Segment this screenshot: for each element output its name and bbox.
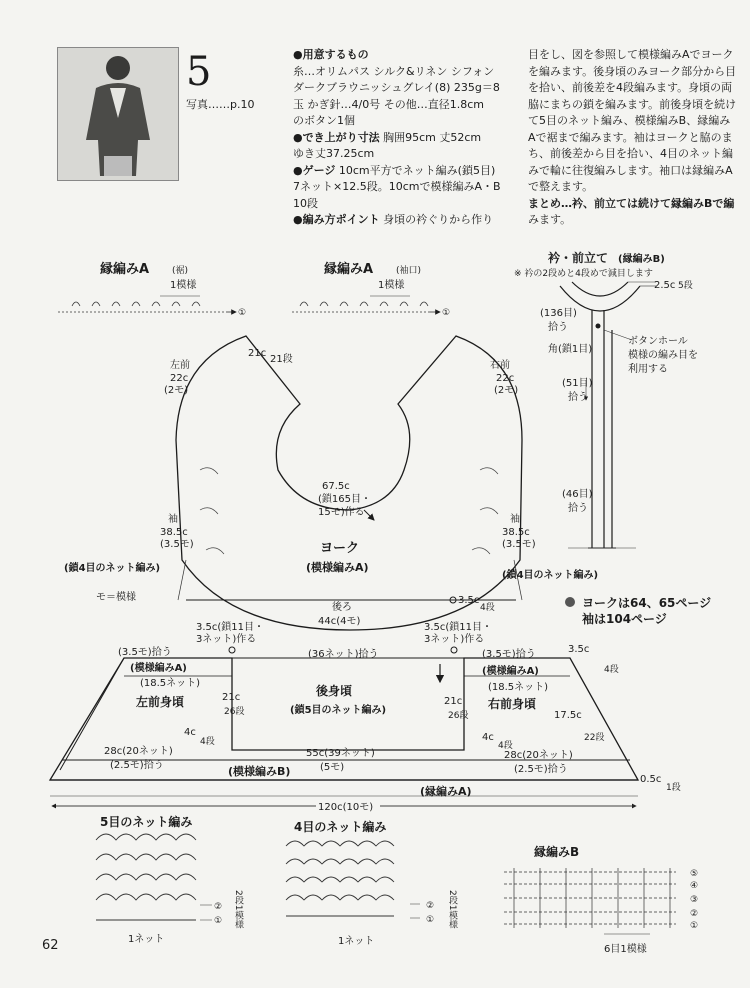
yoke-left-front: (2モ) xyxy=(164,385,189,396)
instruction-line: を編みます。後身頃のみヨーク部分から目 xyxy=(528,64,737,78)
svg-text:①: ① xyxy=(214,916,223,926)
edging-a-hem-diagram xyxy=(58,261,246,318)
svg-text:②: ② xyxy=(214,902,223,912)
yoke-neck: 15モ)作る xyxy=(318,507,365,518)
collar-title: 衿・前立て xyxy=(548,251,609,265)
buttonhole-note: ボタンホール xyxy=(628,336,688,347)
left-front-label: 左前身頃 xyxy=(136,695,185,709)
edging-b-title: 縁編みB xyxy=(534,845,580,859)
points-heading: ●編み方ポイント xyxy=(293,213,380,226)
instruction-line: まとめ…衿、前立ては続けて縁編みBで編 xyxy=(528,196,735,210)
body-gusset-left: 4c xyxy=(184,727,196,738)
body-height-right: 21c xyxy=(444,696,463,707)
body-pick-bottom-center: (5モ) xyxy=(320,762,345,773)
size-heading: ●でき上がり寸法 xyxy=(293,130,380,144)
body-rows-right: 26段 xyxy=(448,711,469,721)
materials-heading: ●用意するもの xyxy=(293,48,369,61)
net4-diagram xyxy=(286,819,458,947)
gauge-line: 10cm平方でネット編み(鎖5目) xyxy=(338,163,496,177)
yoke-sleeve-right: 38.5c xyxy=(502,527,530,538)
yoke-back: 44c(4モ) xyxy=(318,616,361,627)
collar-pick-51: (51目) xyxy=(562,378,593,389)
body-right-rows: 22段 xyxy=(584,733,605,743)
body-pattern-b: (模様編みB) xyxy=(228,765,291,778)
yoke-back-ext-rows: 4段 xyxy=(480,603,495,613)
points-text: 身頃の衿ぐりから作り xyxy=(383,213,494,226)
yoke-top-left: 21c xyxy=(248,348,267,359)
body-width-center: 55c(39ネット) xyxy=(306,748,375,759)
buttonhole-note: 模様の編み目を xyxy=(628,350,698,361)
body-edging-a: (縁編みA) xyxy=(420,785,472,798)
yoke-right-front: (2モ) xyxy=(494,385,519,396)
instruction-line: みます。 xyxy=(528,213,572,226)
collar-pick-136: (136目) xyxy=(540,308,577,319)
size-text: 胸囲95cm 丈52cm xyxy=(383,130,482,144)
gauge-line: 10段 xyxy=(293,196,318,210)
net4-title: 4目のネット編み xyxy=(294,820,387,834)
net5-title: 5目のネット編み xyxy=(100,815,193,829)
collar-rows: 5段 xyxy=(678,281,693,291)
yoke-sleeve-left: 38.5c xyxy=(160,527,188,538)
body-total-width: 120c(10モ) xyxy=(318,802,374,813)
instruction-line: で整えます。 xyxy=(528,180,594,193)
collar-width: 2.5c xyxy=(654,280,676,291)
size-line: ゆき丈37.25cm xyxy=(293,147,375,160)
gauge-line: 7ネット×12.5段。10cmで模様編みA・B xyxy=(293,180,501,193)
body-right-height: 17.5c xyxy=(554,710,582,721)
body-diagram xyxy=(50,620,681,813)
collar-note: ※ 衿の2段めと4段めで減目します xyxy=(514,269,653,279)
svg-text:⑤: ⑤ xyxy=(690,869,699,879)
svg-text:②: ② xyxy=(690,909,699,919)
yoke-left-front: 22c xyxy=(170,373,189,384)
buttonhole-note: 利用する xyxy=(628,364,668,375)
instruction-line: 脇にまちの鎖を編みます。前後身頃を続け xyxy=(528,97,737,111)
instruction-line: て5目のネット編み、模様編みB、縁編み xyxy=(528,114,731,127)
instruction-line: を拾い、前後差を4段編みます。身頃の両 xyxy=(528,81,733,94)
page-references xyxy=(565,596,711,626)
yoke-sub: (模様編みA) xyxy=(306,561,369,574)
materials-line: のボタン1個 xyxy=(293,114,355,127)
svg-text:③: ③ xyxy=(690,895,699,905)
body-pick-center: (36ネット)拾う xyxy=(308,649,379,660)
body-rows-left: 26段 xyxy=(224,707,245,717)
yoke-net-right: (鎖4目のネット編み) xyxy=(502,570,599,581)
body-pick-right: (3.5モ)拾う xyxy=(482,649,536,660)
edging-a-hem-sub: (裾) xyxy=(172,266,189,276)
edging-a-hem-title: 縁編みA xyxy=(100,262,150,277)
collar-pick-46: (46目) xyxy=(562,489,593,500)
svg-text:①: ① xyxy=(426,915,435,925)
net5-diagram xyxy=(96,814,244,945)
collar-diagram xyxy=(514,250,698,548)
body-width-right: 28c(20ネット) xyxy=(504,750,573,761)
body-make-left: 3.5c(鎖11目・ xyxy=(196,622,265,633)
yoke-left-front: 左前 xyxy=(170,360,190,371)
materials-line: 玉 かぎ針…4/0号 その他…直径1.8cm xyxy=(293,97,484,111)
yoke-diagram xyxy=(64,336,598,630)
body-hem-rows: 1段 xyxy=(666,783,681,793)
body-pattern-a-left: (模様編みA) xyxy=(130,663,187,674)
collar-pick-label: 拾う xyxy=(548,322,568,333)
body-gusset-left-rows: 4段 xyxy=(200,737,215,747)
edging-a-cuff-row: ① xyxy=(442,308,451,318)
yoke-back-ext: 3.5c xyxy=(458,595,480,606)
gauge-heading: ●ゲージ xyxy=(293,163,336,177)
right-front-label: 右前身頃 xyxy=(488,697,537,711)
materials-line: ダークブラウニッシュグレイ(8) 235g＝8 xyxy=(293,81,500,94)
instruction-line: Aで裾まで編みます。袖はヨークと脇のま xyxy=(528,130,733,144)
instruction-line: 目をし、図を参照して模様編みAでヨーク xyxy=(528,48,734,61)
edging-b-diagram xyxy=(504,844,698,955)
body-make-left: 3ネット)作る xyxy=(196,634,257,645)
yoke-net-left: (鎖4目のネット編み) xyxy=(64,563,161,574)
instruction-line: ち、前後差から目を拾い、4目のネット編 xyxy=(528,147,733,160)
yoke-back: 後ろ xyxy=(332,602,352,613)
yoke-right-front: 22c xyxy=(496,373,515,384)
yoke-top-rows: 21段 xyxy=(270,354,293,365)
body-pattern-a-right: (模様編みA) xyxy=(482,666,539,677)
instruction-line: みで輪に往復編みします。袖口は縁編みA xyxy=(528,163,733,177)
pattern-number: 5 xyxy=(186,49,212,95)
back-label: 後身頃 xyxy=(316,684,353,698)
edging-a-cuff-title: 縁編みA xyxy=(324,262,374,277)
body-side-rows: 4段 xyxy=(604,665,619,675)
svg-text:④: ④ xyxy=(690,881,699,891)
sleeve-page-ref: 袖は104ページ xyxy=(582,612,667,626)
body-width-left: 28c(20ネット) xyxy=(104,746,173,757)
materials-line: 糸…オリムパス シルク&リネン シフォン xyxy=(293,64,495,78)
yoke-page-ref: ヨークは64、65ページ xyxy=(582,596,712,610)
page-number: 62 xyxy=(42,938,59,953)
collar-pick-label: 拾う xyxy=(568,392,588,403)
net5-rows: 2段1模様 xyxy=(233,890,243,929)
yoke-title: ヨーク xyxy=(320,541,360,556)
body-net-right: (18.5ネット) xyxy=(488,682,549,693)
body-side-width: 3.5c xyxy=(568,644,590,655)
edging-a-cuff-repeat: 1模様 xyxy=(378,280,405,291)
body-gusset-right-rows: 4段 xyxy=(498,741,513,751)
collar-pick-label: 拾う xyxy=(568,503,588,514)
body-hem-height: 0.5c xyxy=(640,774,662,785)
svg-text:②: ② xyxy=(426,901,435,911)
body-gusset-right: 4c xyxy=(482,732,494,743)
body-pick-left: (3.5モ)拾う xyxy=(118,647,172,658)
collar-title-sub: (縁編みB) xyxy=(618,254,665,265)
body-height-left: 21c xyxy=(222,692,241,703)
yoke-sleeve-right: (3.5モ) xyxy=(502,539,536,550)
body-net-left: (18.5ネット) xyxy=(140,678,201,689)
body-pick-bottom-left: (2.5モ)拾う xyxy=(110,760,164,771)
yoke-sleeve-left: (3.5モ) xyxy=(160,539,194,550)
svg-text:①: ① xyxy=(690,921,699,931)
edging-a-hem-row: ① xyxy=(238,308,247,318)
body-make-right: 3.5c(鎖11目・ xyxy=(424,622,493,633)
yoke-neck: (鎖165目・ xyxy=(318,494,371,505)
yoke-mo-note: モ＝模様 xyxy=(96,592,136,603)
yoke-sleeve-left: 袖 xyxy=(168,514,178,525)
collar-corner: 角(鎖1目) xyxy=(548,344,593,355)
edging-a-cuff-sub: (袖口) xyxy=(396,266,422,276)
yoke-right-front: 右前 xyxy=(490,360,510,371)
net5-repeat: 1ネット xyxy=(128,934,165,945)
body-pick-bottom-right: (2.5モ)拾う xyxy=(514,764,568,775)
photo-reference: 写真……p.10 xyxy=(186,98,255,111)
edging-a-hem-repeat: 1模様 xyxy=(170,280,197,291)
net4-rows: 2段1模様 xyxy=(447,890,457,929)
net4-repeat: 1ネット xyxy=(338,936,375,947)
yoke-sleeve-right: 袖 xyxy=(510,514,520,525)
body-make-right: 3ネット)作る xyxy=(424,634,485,645)
edging-b-repeat: 6目1模様 xyxy=(604,944,647,955)
yoke-neck: 67.5c xyxy=(322,481,350,492)
back-sub-label: (鎖5目のネット編み) xyxy=(290,705,387,716)
edging-a-cuff-diagram xyxy=(292,261,450,318)
